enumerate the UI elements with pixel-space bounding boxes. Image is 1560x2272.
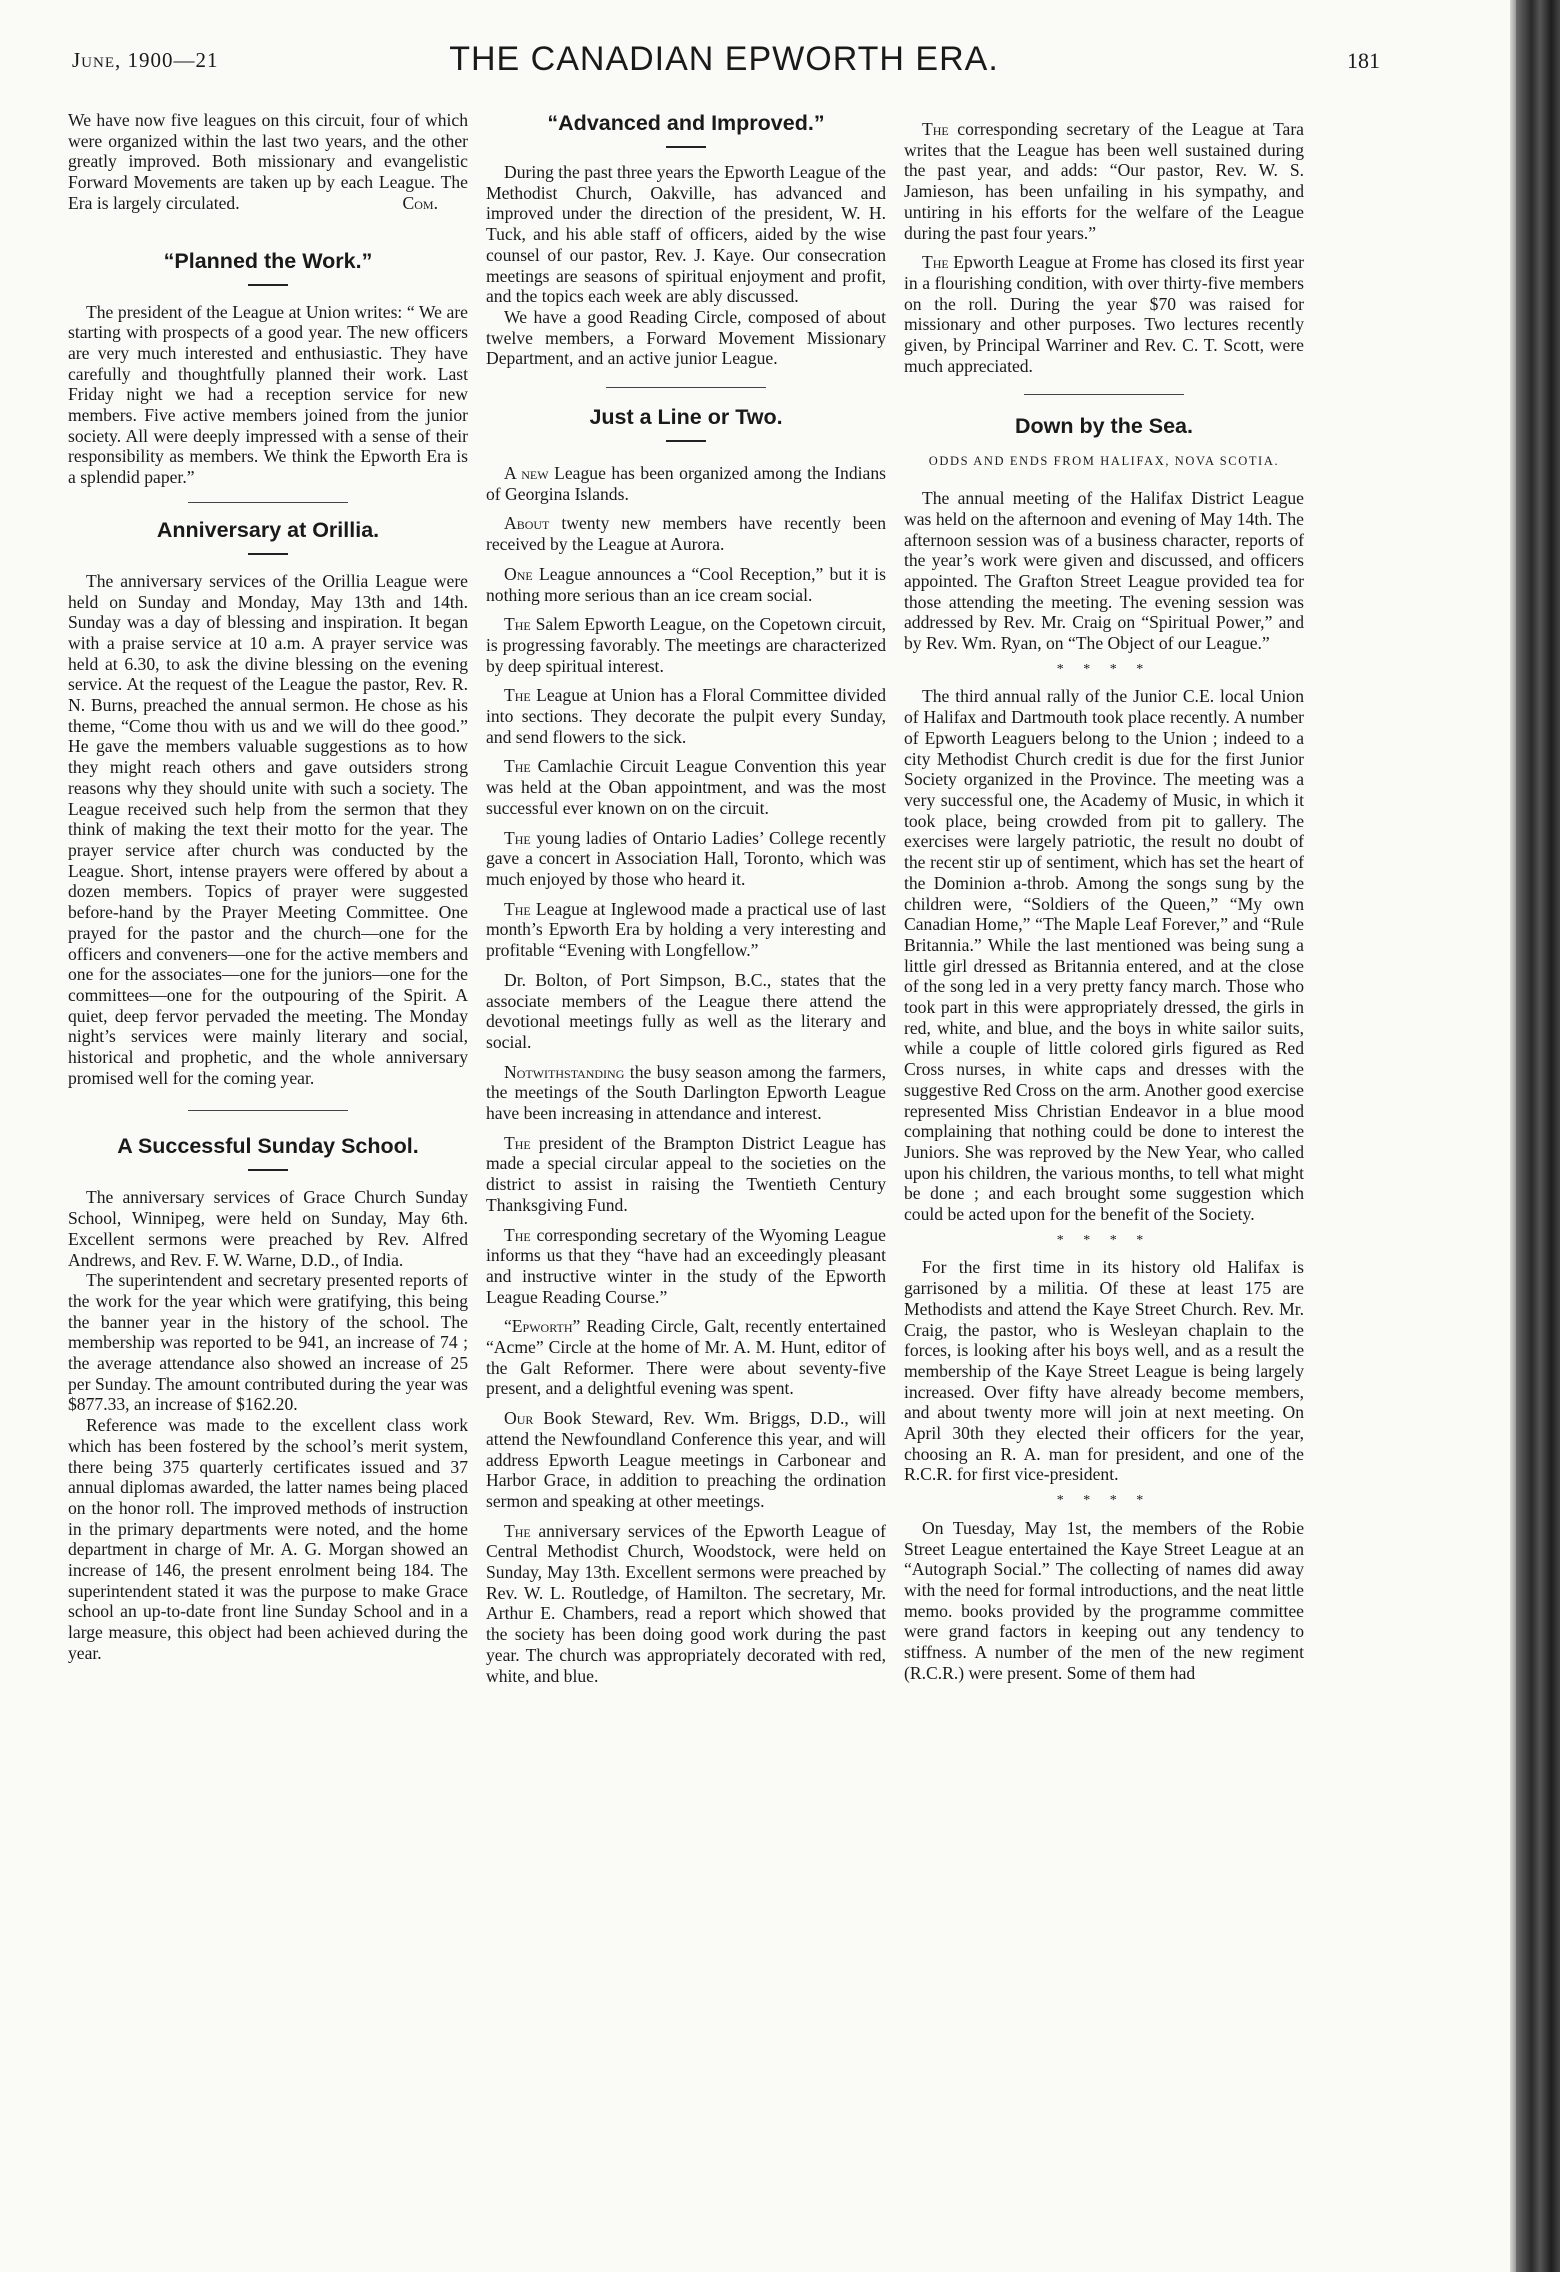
item-lead-words: One bbox=[504, 563, 533, 584]
news-item bbox=[486, 1521, 886, 1687]
masthead-title: THE CANADIAN EPWORTH ERA. bbox=[449, 40, 999, 78]
article-paragraph: The annual meeting of the Halifax District League was held on the afternoon and evening of May 14th. The afternoon session was of a business character, reports of the year’s work were given and discussed, and officers appointed. The Grafton Street League provided tea for those attending the meeting. The evening session was addressed by Rev. Mr. Craig on “Spiritual Power,” and by Rev. Wm. Ryan, on “The Object of our League.” bbox=[904, 488, 1304, 654]
article-paragraph: The third annual rally of the Junior C.E. local Union of Halifax and Dartmouth took place recently. A number of Epworth Leaguers belong to the Union ; indeed to a city Methodist Church credit is due for the first Junior Society organized in the Province. The meeting was a very successful one, the Academy of Music, in which it took place, being crowded from pit to gallery. The exercises were largely patriotic, the result no doubt of the recent stir up of sentiment, which has set the heart of the Dominion a-throb. Among the songs sung by the children were, “Soldiers of the Queen,” “My own Canadian Home,” “The Maple Leaf Forever,” and “Rule Britannia.” While the last mentioned was being sung a little girl dressed as Britannia entered, and at the close of the song led in a very pretty fancy march. Those who took part in this were appropriately dressed, the girls in red, white, and blue, and the boys in white sailor suits, while a couple of little colored girls figured as Red Cross nurses, in white caps and dresses with the suggestive Red Cross on the arm. Another good exercise represented Miss Christian Endeavor in a blue mood complaining that nothing could be done to interest the Juniors. She was reproved by the New Year, who called upon his children, the various months, to tell what might be done ; and each brought some suggestion which could be acted upon for the benefit of the Society. bbox=[904, 686, 1304, 1225]
item-lead-words: The bbox=[504, 827, 531, 848]
news-item bbox=[486, 1408, 886, 1512]
book-binding bbox=[1516, 0, 1560, 2272]
item-lead-words: The bbox=[504, 614, 531, 635]
item-lead-words: The bbox=[504, 756, 531, 777]
article-title: A Successful Sunday School. bbox=[117, 1134, 419, 1159]
article-paragraph: The anniversary services of Grace Church Sunday School, Winnipeg, were held on Sunday, May 6th. Excellent sermons were preached by Rev. Alfred Andrews, and Rev. F. W. Warne, D.D., of India. bbox=[68, 1187, 468, 1270]
news-item bbox=[904, 119, 1304, 243]
signoff: Com. bbox=[402, 192, 438, 213]
item-lead-words: The bbox=[922, 119, 949, 139]
item-text: Dr. Bolton, of Port Simpson, B.C., states that the associate members of the League there attend the devotional meetings fully as well as the literary and social. bbox=[486, 969, 886, 1052]
article-paragraph: The anniversary services of the Orillia League were held on Sunday and Monday, May 13th and 14th. Sunday was a day of blessing and inspiration. It began with a praise service at 10 a.m. A prayer service was held at 6.30, to ask the divine blessing on the evening service. At the request of the League the pastor, Rev. R. N. Burns, preached the annual sermon. He chose as his theme, “Come thou with us and we will do thee good.” He gave the members valuable suggestions as to how they might reach others and gave outsiders strong reasons why they should unite with such a society. The League received such help from the sermon that they think of making the text their motto for the year. The prayer service after church was conducted by the League. Short, intense prayers were offered by about a dozen members. Topics of prayer were suggested before-hand by the Prayer Meeting Committee. One prayed for the pastor and the church—one for the officers and conveners—one for the active members and one for the associates—one for the juniors—one for the committees—one for the outpouring of the Spirit. A quiet, deep fervor pervaded the meeting. The Monday night’s services were mainly literary and social, historical and prophetic, and the whole anniversary promised well for the coming year. bbox=[68, 570, 468, 1088]
item-text: Epworth League at Frome has closed its first year in a flourishing condition, with over thirty-five members on the roll. During the year $70 was raised for missionary and other purposes. Two lectures recently given, by Principal Warriner and Rev. C. T. Scott, were much appreciated. bbox=[904, 252, 1304, 376]
article-title: Anniversary at Orillia. bbox=[156, 517, 380, 542]
news-item bbox=[486, 513, 886, 554]
article-paragraph: Reference was made to the excellent class work which has been fostered by the school’s merit system, there being 375 quarterly certificates issued and 37 annual diplomas awarded, the latter names being placed on the honor roll. The improved methods of instruction in the primary departments were noted, and the home department in charge of Mr. A. G. Morgan showed an increase of 146, the present enrolment being 184. The superintendent stated it was the purpose to make Grace school an up-to-date front line Sunday School and in a large measure, this object had been achieved during the year. bbox=[68, 1415, 468, 1663]
news-item bbox=[486, 899, 886, 961]
article-title: “Planned the Work.” bbox=[163, 248, 373, 273]
item-lead-words: The bbox=[504, 898, 531, 919]
news-item bbox=[486, 1225, 886, 1308]
item-text: president of the Brampton District League has made a special circular appeal to the societies on the district to assist in raising the Twentieth Century Thanksgiving Fund. bbox=[486, 1132, 886, 1215]
item-text: Camlachie Circuit League Convention this year was held at the Oban appointment, and was the most successful ever known on on the circuit. bbox=[486, 756, 886, 818]
news-item bbox=[486, 1062, 886, 1124]
item-lead-words: A new bbox=[504, 463, 549, 484]
item-text: League at Union has a Floral Committee divided into sections. They decorate the pulpit every Sunday, and send flowers to the sick. bbox=[486, 685, 886, 747]
item-lead-words: The bbox=[504, 685, 531, 706]
news-item bbox=[486, 756, 886, 818]
article-paragraph: We have a good Reading Circle, composed of about twelve members, a Forward Movement Missionary Department, and an active junior League. bbox=[486, 306, 886, 369]
news-item bbox=[486, 1316, 886, 1399]
separator-stars: * * * * bbox=[1056, 1232, 1152, 1248]
news-item bbox=[486, 1133, 886, 1216]
article-paragraph bbox=[68, 110, 468, 214]
article-columns bbox=[68, 110, 1380, 2258]
news-item bbox=[904, 252, 1304, 376]
news-item bbox=[486, 970, 886, 1053]
page-number: 181 bbox=[1347, 48, 1380, 73]
article-paragraph: The president of the League at Union writes: “ We are starting with prospects of a good year. The new officers are very much interested and enthusiastic. They have carefully and thoughtfully planned their work. Last Friday night we had a reception service for new members. Five active members joined from the junior society. All were deeply impressed with a sense of their responsibility as members. We think the Epworth Era is a splendid paper.” bbox=[68, 301, 468, 488]
news-item bbox=[486, 614, 886, 676]
news-items bbox=[486, 463, 886, 1686]
article-paragraph: The superintendent and secretary presented reports of the work for the year which were gratifying, this being the banner year in the history of the school. The membership was reported to be 941, an increase of 74 ; the average attendance also showed an increase of 25 per Sunday. The amount contributed during the year was $877.33, an increase of $162.20. bbox=[68, 1270, 468, 1415]
page-header bbox=[68, 18, 1380, 90]
item-text: Reading Circle, Galt, recently entertained “Acme” Circle at the home of Mr. A. M. Hunt, editor of the Galt Reformer. There were about seventy-five present, and a delightful evening was spent. bbox=[486, 1316, 886, 1399]
news-item bbox=[486, 564, 886, 605]
article-paragraph: On Tuesday, May 1st, the members of the Robie Street League entertained the Kaye Street League at an “Autograph Social.” The collecting of names did away with the need for formal introductions, and the neat little memo. books provided by the programme committee were grand factors in keeping out any tendency to stiffness. A number of the men of the new regiment (R.C.R.) were present. Some of them had bbox=[904, 1517, 1304, 1683]
item-lead-words: The bbox=[922, 252, 949, 273]
intro-text: We have now five leagues on this circuit, four of which were organized within the last two years, and the other greatly improved. Both missionary and evangelistic Forward Movements are taken up by each League. The Era is largely circulated. bbox=[68, 110, 468, 213]
newspaper-page bbox=[68, 18, 1488, 2258]
issue-date: June, 1900—21 bbox=[72, 48, 219, 72]
item-text: League has been organized among the Indians of Georgina Islands. bbox=[486, 463, 886, 504]
item-lead-words: Our bbox=[504, 1408, 534, 1429]
article-paragraph: For the first time in its history old Halifax is garrisoned by a militia. Of these at least 175 are Methodists and attend the Kaye Street Church. Rev. Mr. Craig, the pastor, who is Wesleyan chaplain to the forces, is looking after his boys well, and as a result the membership of the Kaye Street League is being largely increased. Over fifty have already become members, and about twenty more will join at next meeting. On April 30th they elected their officers for the year, choosing an R. A. man for president, and one of the R.C.R. for first vice-president. bbox=[904, 1257, 1304, 1485]
column-right bbox=[904, 110, 1304, 2258]
item-lead-words: The bbox=[504, 1520, 531, 1541]
item-lead-words: The bbox=[504, 1224, 531, 1245]
separator-stars: * * * * bbox=[1056, 661, 1152, 677]
news-item bbox=[486, 463, 886, 504]
item-text: anniversary services of the Epworth League of Central Methodist Church, Woodstock, were held on Sunday, May 13th. Excellent sermons were preached by Rev. W. L. Routledge, of Hamilton. The secretary, Mr. Arthur E. Chambers, read a report which showed that the society has been doing good work during the past year. The church was appropriately decorated with red, white, and blue. bbox=[486, 1520, 886, 1686]
item-lead-words: Notwithstanding bbox=[504, 1061, 625, 1082]
separator-stars: * * * * bbox=[1056, 1493, 1152, 1509]
article-paragraph: During the past three years the Epworth League of the Methodist Church, Oakville, has advanced and improved under the direction of the president, W. H. Tuck, and his able staff of officers, aided by the wise counsel of our pastor, Rev. J. Kaye. Our consecration meetings are seasons of spiritual enjoyment and profit, and the topics each week are ably discussed. bbox=[486, 162, 886, 307]
column-middle bbox=[486, 110, 886, 2258]
item-lead-words: The bbox=[504, 1132, 531, 1153]
article-title: “Advanced and Improved.” bbox=[547, 111, 825, 135]
item-text: Salem Epworth League, on the Copetown circuit, is progressing favorably. The meetings are characterized by deep spiritual interest. bbox=[486, 614, 886, 676]
item-lead-words: “Epworth” bbox=[504, 1316, 581, 1337]
item-text: twenty new members have recently been received by the League at Aurora. bbox=[486, 513, 886, 555]
item-text: corresponding secretary of the Wyoming League informs us that they “have had an exceedingly pleasant and instructive winter in the study of the Epworth League Reading Course.” bbox=[486, 1224, 886, 1307]
news-item bbox=[486, 828, 886, 890]
item-text: League at Inglewood made a practical use of last month’s Epworth Era by holding a very interesting and profitable “Evening with Longfellow.” bbox=[486, 898, 886, 961]
item-text: young ladies of Ontario Ladies’ College recently gave a concert in Association Hall, Toronto, which was much enjoyed by those who heard it. bbox=[486, 827, 886, 889]
item-lead-words: About bbox=[504, 513, 550, 534]
item-text: Book Steward, Rev. Wm. Briggs, D.D., will attend the Newfoundland Conference this year, and will address Epworth League meetings in Carbonear and Harbor Grace, in addition to preaching the ordination sermon and speaking at other meetings. bbox=[486, 1408, 886, 1511]
column-left bbox=[68, 110, 468, 2258]
item-text: League announces a “Cool Reception,” but it is nothing more serious than an ice cream social. bbox=[486, 563, 886, 605]
article-subtitle: ODDS AND ENDS FROM HALIFAX, NOVA SCOTIA. bbox=[928, 454, 1280, 469]
news-items bbox=[904, 119, 1304, 376]
item-text: corresponding secretary of the League at Tara writes that the League has been well sustained during the past year, and adds: “Our pastor, Rev. W. S. Jamieson, has been unfailing in his sympathy, and untiring in his efforts for the welfare of the League during the past four years.” bbox=[904, 119, 1304, 243]
article-title: Just a Line or Two. bbox=[589, 405, 783, 430]
article-title: Down by the Sea. bbox=[1014, 414, 1193, 439]
news-item bbox=[486, 685, 886, 747]
item-text: the busy season among the farmers, the meetings of the South Darlington Epworth League have been increasing in attendance and interest. bbox=[486, 1061, 886, 1124]
